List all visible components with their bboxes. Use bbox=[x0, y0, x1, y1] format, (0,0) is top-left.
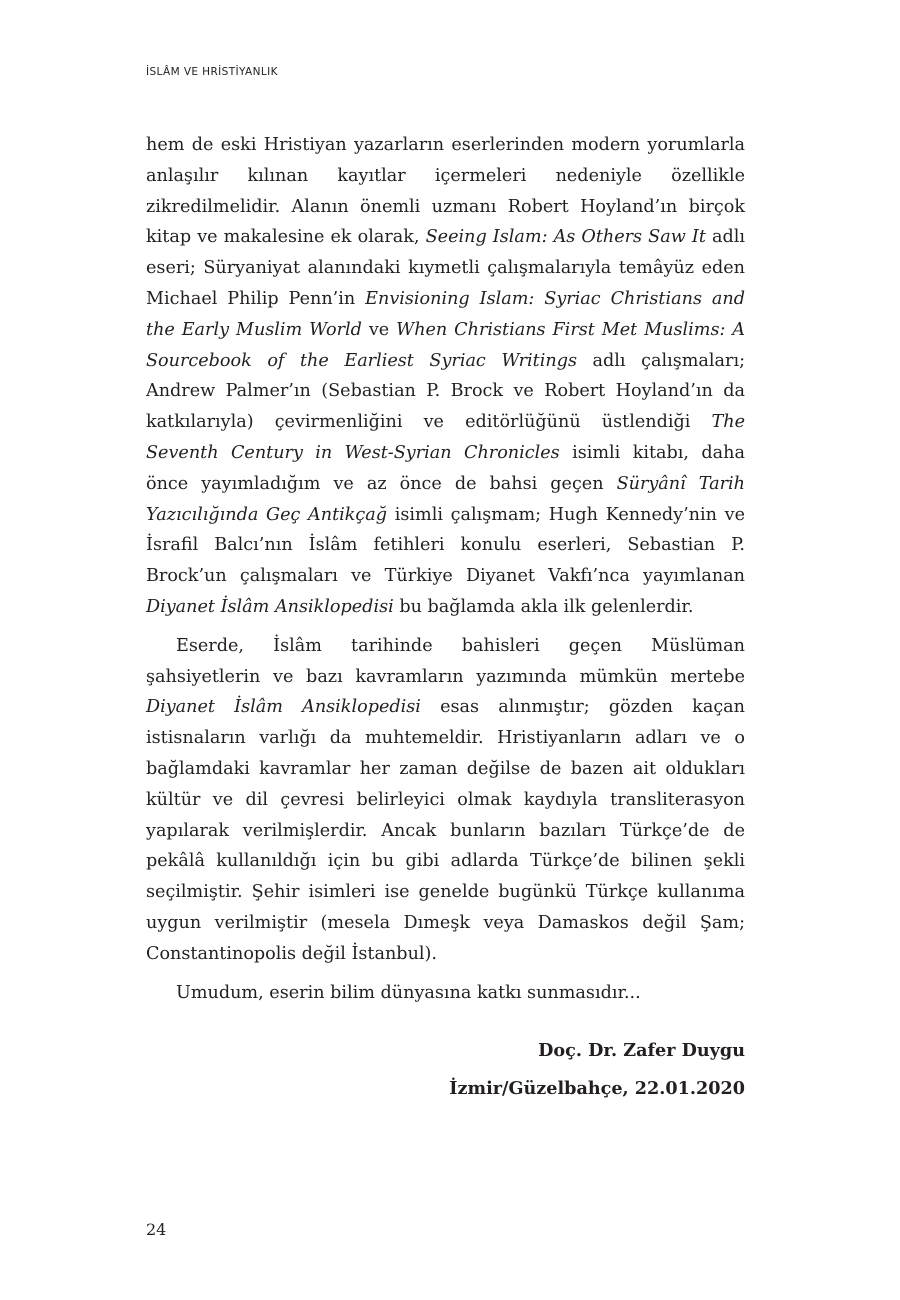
paragraph-1: hem de eski Hristiyan yazarların eserlerinden modern yorumlarla anlaşılır kılınan kayıtlar içermeleri nedeniyle özellikle zikredilmelidir. Alanın önemli uzmanı Robert Hoyland’ın birçok kitap ve makalesine ek olarak, Seeing Islam: As Others Saw It adlı eseri; Süryaniyat alanındaki kıymetli çalışmalarıyla temâyüz eden Michael Philip Penn’in Envisioning Islam: Syriac Christians and the Early Muslim World ve When Christians First Met Muslims: A Sourcebook of the Earliest Syriac Writings adlı çalışmaları; Andrew Palmer’ın (Sebastian P. Brock ve Robert Hoyland’ın da katkılarıyla) çevirmenliğini ve editörlüğünü üstlendiği The Seventh Century in West-Syrian Chronicles isimli kitabı, daha önce yayımladığım ve az önce de bahsi geçen Süryânî Tarih Yazıcılığında Geç Antikçağ isimli çalışmam; Hugh Kennedy’nin ve İsrafil Balcı’nın İslâm fetihleri konulu eserleri, Sebastian P. Brock’un çalışmaları ve Türkiye Diyanet Vakfı’nca yayımlanan Diyanet İslâm Ansiklopedisi bu bağlamda akla ilk gelenlerdir. bbox=[146, 135, 746, 617]
body-text bbox=[146, 130, 745, 1008]
author-signature: Doç. Dr. Zafer Duygu bbox=[538, 1040, 745, 1061]
paragraph-3: Umudum, eserin bilim dünyasına katkı sunmasıdır... bbox=[176, 982, 641, 1003]
book-title: The Seventh Century in West-Syrian Chronicles bbox=[146, 412, 745, 463]
page-number: 24 bbox=[146, 1220, 167, 1239]
book-title: When Christians First Met Muslims: A Sourcebook of the Earliest Syriac Writings bbox=[146, 319, 746, 371]
running-head: İSLÂM VE HRİSTİYANLIK bbox=[146, 66, 278, 78]
book-title: Diyanet İslâm Ansiklopedisi bbox=[146, 596, 394, 617]
book-title: Seeing Islam: As Others Saw It bbox=[425, 227, 706, 248]
book-title: Envisioning Islam: Syriac Christians and the Early Muslim World bbox=[146, 288, 745, 340]
paragraph-2: Eserde, İslâm tarihinde bahisleri geçen Müslüman şahsiyetlerin ve bazı kavramların yazımında mümkün mertebe Diyanet İslâm Ansiklopedisi esas alınmıştır; gözden kaçan istisnaların varlığı da muhtemeldir. Hristiyanların adları ve o bağlamdaki kavramlar her zaman değilse de bazen ait oldukları kültür ve dil çevresi belirleyici olmak kaydıyla transliterasyon yapılarak verilmişlerdir. Ancak bunların bazıları Türkçe’de de pekâlâ kullanıldığı için bu gibi adlarda Türkçe’de bilinen şekli seçilmiştir. Şehir isimleri ise genelde bugünkü Türkçe kullanıma uygun verilmiştir (mesela Dımeşk veya Damaskos değil Şam; Constantinopolis değil İstanbul). bbox=[146, 635, 746, 964]
place-date: İzmir/Güzelbahçe, 22.01.2020 bbox=[449, 1078, 745, 1099]
book-title: Diyanet İslâm Ansiklopedisi bbox=[146, 697, 421, 718]
book-title: Süryânî Tarih Yazıcılığında Geç Antikçağ bbox=[146, 473, 746, 525]
